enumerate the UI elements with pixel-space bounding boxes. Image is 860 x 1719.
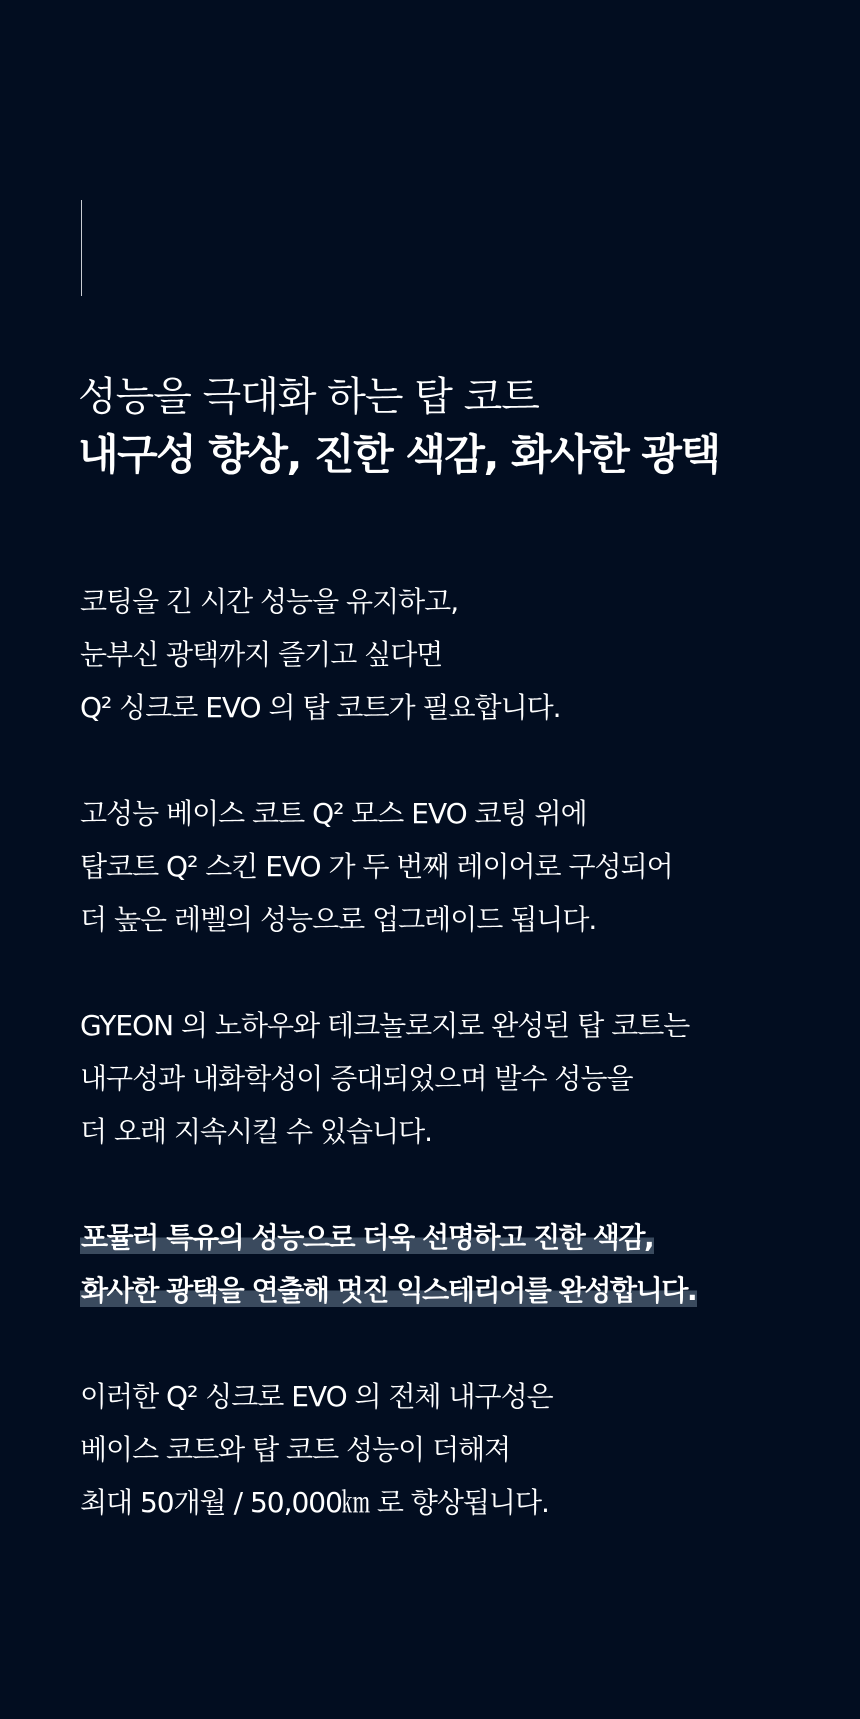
highlighted-text: 포뮬러 특유의 성능으로 더욱 선명하고 진한 색감, [81,1221,654,1254]
highlight-line-wrapper [80,1211,840,1264]
paragraph-technology [80,999,840,1158]
paragraph-durability [80,1370,840,1529]
paragraph-layers [80,787,840,946]
paragraph-line: 코팅을 긴 시간 성능을 유지하고, [80,585,459,618]
paragraph-line: 내구성과 내화학성이 증대되었으며 발수 성능을 [80,1062,633,1095]
paragraph-line: 탑코트 Q² 스킨 EVO 가 두 번째 레이어로 구성되어 [80,850,673,883]
paragraph-line: Q² 싱크로 EVO 의 탑 코트가 필요합니다. [80,691,561,724]
highlight-line-wrapper [80,1264,840,1317]
vertical-divider [81,200,82,296]
heading-subtitle: 성능을 극대화 하는 탑 코트 [78,374,539,420]
paragraph-intro [80,575,840,734]
paragraph-line: 이러한 Q² 싱크로 EVO 의 전체 내구성은 [80,1380,553,1413]
paragraph-line: 고성능 베이스 코트 Q² 모스 EVO 코팅 위에 [80,797,587,830]
paragraph-line: GYEON 의 노하우와 테크놀로지로 완성된 탑 코트는 [80,1009,690,1042]
paragraph-line: 베이스 코트와 탑 코트 성능이 더해져 [80,1433,511,1466]
paragraph-line: 최대 50개월 / 50,000㎞ 로 향상됩니다. [80,1486,549,1519]
heading-title: 내구성 향상, 진한 색감, 화사한 광택 [78,430,720,479]
section-heading [78,368,720,484]
paragraph-highlight [80,1211,840,1317]
paragraph-line: 더 오래 지속시킬 수 있습니다. [80,1115,433,1148]
highlighted-text: 화사한 광택을 연출해 멋진 익스테리어를 완성합니다. [81,1274,697,1307]
paragraph-line: 눈부신 광택까지 즐기고 싶다면 [80,638,443,671]
paragraph-line: 더 높은 레벨의 성능으로 업그레이드 됩니다. [80,903,597,936]
description-body [80,575,840,1582]
